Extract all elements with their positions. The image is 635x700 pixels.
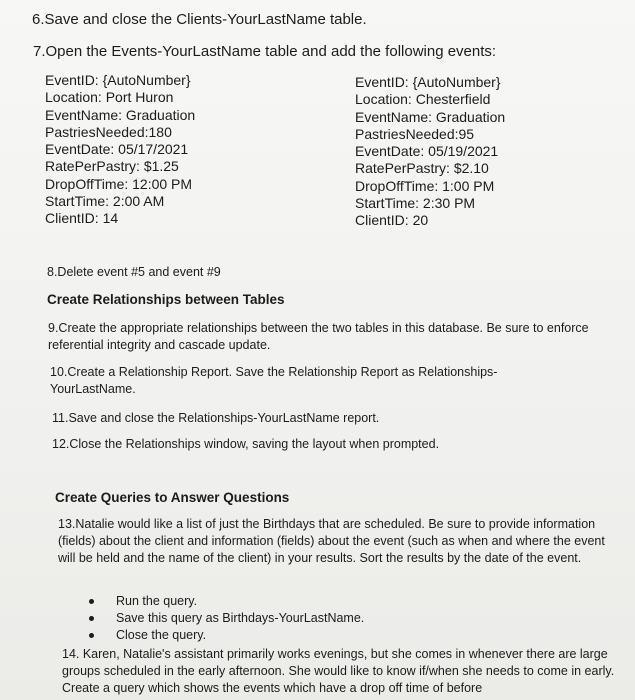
event-pastries-needed: PastriesNeeded:180 [45,123,172,140]
bullet-item: Run the query. [89,593,364,610]
step-9: 9.Create the appropriate relationships between the two tables in this database. Be sure to enforce referential integrity and cascade update. [48,321,589,352]
event-date: EventDate: 05/19/2021 [355,143,499,160]
heading-relationships: Create Relationships between Tables [47,292,285,307]
event-date: EventDate: 05/17/2021 [45,141,189,158]
event-start-time: StartTime: 2:30 PM [355,195,476,212]
event-start-time: StartTime: 2:00 AM [45,193,165,210]
step-8: 8.Delete event #5 and event #9 [47,265,221,279]
step-12: 12.Close the Relationships window, saving the layout when prompted. [52,437,440,451]
event-client-id: ClientID: 20 [355,212,429,229]
step-10: 10.Create a Relationship Report. Save the Relationship Report as Relationships-YourLastName. [50,365,498,396]
event-location: Location: Port Huron [45,89,174,106]
event-left [45,72,195,228]
step-13-bullets [89,593,364,644]
event-id: EventID: {AutoNumber} [355,74,501,90]
bullet-icon [89,633,94,638]
event-rate-per-pastry: RatePerPastry: $1.25 [45,158,179,175]
event-drop-off-time: DropOffTime: 1:00 PM [355,177,495,194]
step-14: 14. Karen, Natalie's assistant primarily works evenings, but she comes in whenever there are large groups scheduled in the early afternoon. She would like to know if/when she needs to come in early. Create a query which shows the events which have a drop off time of before [62,647,615,695]
heading-queries: Create Queries to Answer Questions [55,490,290,505]
event-client-id: ClientID: 14 [45,210,119,227]
step-11: 11.Save and close the Relationships-YourLastName report. [52,411,380,425]
bullet-icon [89,599,94,604]
step-7: 7.Open the Events-YourLastName table and add the following events: [33,43,497,60]
event-name: EventName: Graduation [355,108,506,125]
event-location: Location: Chesterfield [355,91,491,108]
event-name: EventName: Graduation [45,106,196,123]
event-drop-off-time: DropOffTime: 12:00 PM [45,175,193,192]
bullet-item: Close the query. [89,627,364,644]
event-pastries-needed: PastriesNeeded:95 [355,125,475,142]
step-6: 6.Save and close the Clients-YourLastName table. [32,11,367,28]
step-13: 13.Natalie would like a list of just the Birthdays that are scheduled. Be sure to provide information (fields) about the client and information (fields) about the event (such as when and where the event will be held and the name of the client) in your results. Sort the results by the date of the event. [58,517,605,565]
event-right [355,74,505,230]
bullet-icon [89,616,94,621]
event-id: EventID: {AutoNumber} [45,72,191,88]
bullet-item: Save this query as Birthdays-YourLastName. [89,610,364,627]
event-rate-per-pastry: RatePerPastry: $2.10 [355,160,489,177]
